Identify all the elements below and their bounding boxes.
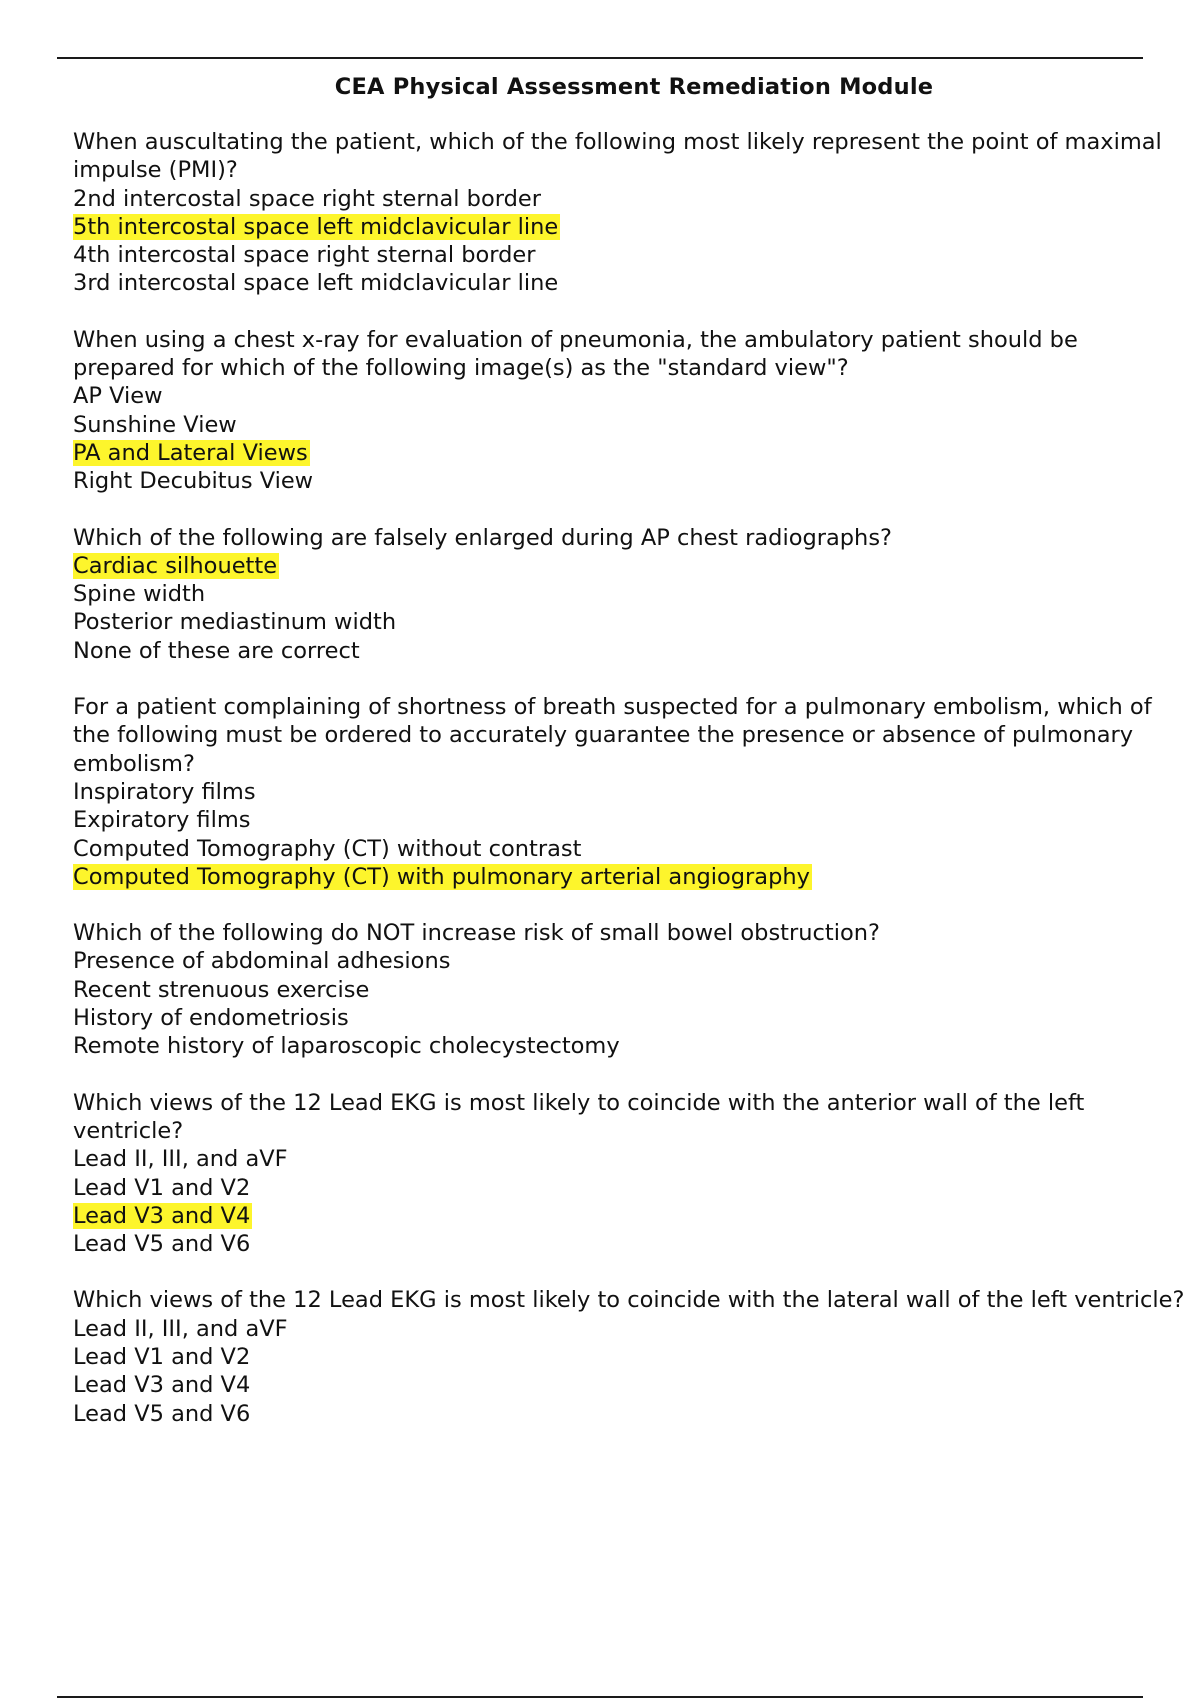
question-1 (73, 128, 1185, 298)
question-text: Which views of the 12 Lead EKG is most likely to coincide with the anterior wall of the left ventricle? (73, 1089, 1085, 1144)
answer-option: Lead II, III, and aVF (73, 1315, 288, 1342)
answer-option: Presence of abdominal adhesions (73, 948, 451, 975)
answer-option: Computed Tomography (CT) without contrast (73, 835, 582, 862)
answer-option: Lead V5 and V6 (73, 1400, 251, 1427)
question-3 (73, 524, 1185, 665)
bottom-divider (57, 1696, 1143, 1698)
answer-option: Sunshine View (73, 411, 237, 438)
question-4 (73, 693, 1185, 891)
question-6 (73, 1089, 1185, 1259)
answer-option-highlighted: Computed Tomography (CT) with pulmonary arterial angiography (73, 863, 810, 890)
answer-options (73, 185, 1185, 298)
answer-option: None of these are correct (73, 637, 360, 664)
question-text: Which of the following do NOT increase risk of small bowel obstruction? (73, 920, 880, 947)
question-text: Which of the following are falsely enlarged during AP chest radiographs? (73, 524, 892, 551)
answer-option: Posterior mediastinum width (73, 609, 397, 636)
question-list (73, 128, 1185, 1456)
answer-options (73, 1145, 1185, 1258)
answer-option: Recent strenuous exercise (73, 976, 370, 1003)
answer-option-highlighted: Cardiac silhouette (73, 552, 278, 579)
answer-option: Lead V5 and V6 (73, 1231, 251, 1258)
top-divider (57, 57, 1143, 59)
document-title: CEA Physical Assessment Remediation Module (334, 74, 934, 100)
answer-options (73, 947, 1185, 1060)
answer-option: Lead V3 and V4 (73, 1372, 251, 1399)
answer-option: 4th intercostal space right sternal border (73, 242, 536, 269)
answer-option: Lead V1 and V2 (73, 1174, 251, 1201)
answer-option: Right Decubitus View (73, 468, 314, 495)
answer-option: Inspiratory films (73, 778, 256, 805)
answer-options (73, 552, 1185, 665)
answer-option: 2nd intercostal space right sternal border (73, 185, 541, 212)
question-7 (73, 1286, 1185, 1427)
answer-option: AP View (73, 383, 163, 410)
answer-options (73, 778, 1185, 891)
question-2 (73, 326, 1185, 496)
answer-options (73, 382, 1185, 495)
answer-option: Remote history of laparoscopic cholecystectomy (73, 1033, 620, 1060)
answer-option: History of endometriosis (73, 1005, 349, 1032)
answer-option-highlighted: 5th intercostal space left midclavicular line (73, 213, 559, 240)
answer-options (73, 1315, 1185, 1428)
question-text: For a patient complaining of shortness of breath suspected for a pulmonary embolism, which of the following must be ordered to accurately guarantee the presence or absence of pulmonary embolism? (73, 694, 1152, 777)
answer-option: Spine width (73, 581, 206, 608)
answer-option: Lead II, III, and aVF (73, 1146, 288, 1173)
answer-option-highlighted: Lead V3 and V4 (73, 1202, 251, 1229)
question-text: When using a chest x-ray for evaluation of pneumonia, the ambulatory patient should be prepared for which of the following image(s) as the "standard view"? (73, 326, 1078, 382)
answer-option: Expiratory films (73, 807, 251, 834)
answer-option: 3rd intercostal space left midclavicular line (73, 270, 559, 297)
answer-option: Lead V1 and V2 (73, 1343, 251, 1370)
question-5 (73, 919, 1185, 1060)
question-text: Which views of the 12 Lead EKG is most likely to coincide with the lateral wall of the left ventricle? (73, 1287, 1185, 1314)
answer-option-highlighted: PA and Lateral Views (73, 439, 308, 466)
question-text: When auscultating the patient, which of the following most likely represent the point of maximal impulse (PMI)? (73, 129, 1162, 184)
